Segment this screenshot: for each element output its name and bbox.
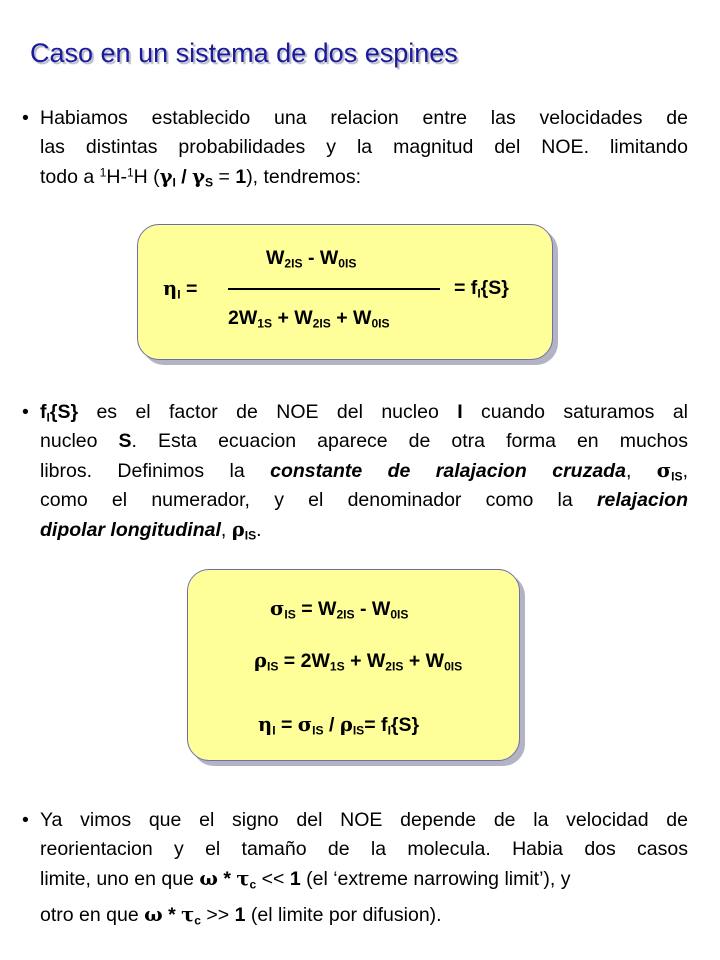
p2-line-1: $f_I\{S\}$ es el factor de NOE del nucleo I cuando saturamos al xyxy=(40,401,689,425)
bullet: • xyxy=(22,401,29,423)
bullet: • xyxy=(22,107,29,129)
p2-line-4: como el numerador, y el denominador como la relajacion xyxy=(40,489,688,511)
p2-line-2: nucleo S. Esta ecuacion aparece de otra forma en muchos xyxy=(40,430,688,452)
p1-line-1: Habiamos establecido una relacion entre las velocidades de xyxy=(40,107,688,129)
noe-equation-box xyxy=(137,224,553,360)
p2-line-3: libros. Definimos la constante de ralajacion cruzada, $\sigma_{IS}$, xyxy=(40,459,688,484)
rho-equation: $\rho_{IS} = 2W_{1S} + W_{2IS} + W_{0IS}$ xyxy=(254,649,463,674)
bullet: • xyxy=(22,809,29,831)
definitions-box xyxy=(187,569,520,761)
numerator: $W_{2IS} - W_{0IS}$ xyxy=(266,247,357,271)
paragraph-noe-sign xyxy=(22,806,688,930)
eta-equation: $\eta_I = \sigma_{IS} / \rho_{IS}= f_I\{S\}$ xyxy=(258,713,420,738)
p3-line-2: reorientacion y el tamaño de la molecula. Habia dos casos xyxy=(40,838,688,860)
eta-lhs: $\eta_I$ = xyxy=(163,277,198,302)
p3-line-4: otro en que $\omega * \tau_c >> 1$ (el limite por difusion). xyxy=(40,903,442,928)
sigma-equation: $\sigma_{IS} = W_{2IS} - W_{0IS}$ xyxy=(270,597,409,622)
p3-line-3: limite, uno en que $\omega * \tau_c << 1$ (el ‘extreme narrowing limit’), y xyxy=(40,867,571,892)
paragraph-velocities xyxy=(22,104,688,192)
p3-line-1: Ya vimos que el signo del NOE depende de la velocidad de xyxy=(40,809,688,831)
denominator: $2W_{1S} + W_{2IS} + W_{0IS}$ xyxy=(228,307,390,331)
fraction-bar xyxy=(228,288,440,290)
p1-line-3: todo a $^1$H-$^1$H $(\gamma_I / \gamma_S = 1)$, tendremos: xyxy=(40,165,362,190)
p1-line-2: las distintas probabilidades y la magnitud del NOE. limitando xyxy=(40,136,688,158)
paragraph-noe-factor xyxy=(22,398,688,545)
page-title: Caso en un sistema de dos espines xyxy=(30,38,458,68)
p2-line-5: dipolar longitudinal, $\rho_{IS}$. xyxy=(40,518,262,543)
rhs-fis: = $f_I\{S\}$ xyxy=(454,277,509,301)
